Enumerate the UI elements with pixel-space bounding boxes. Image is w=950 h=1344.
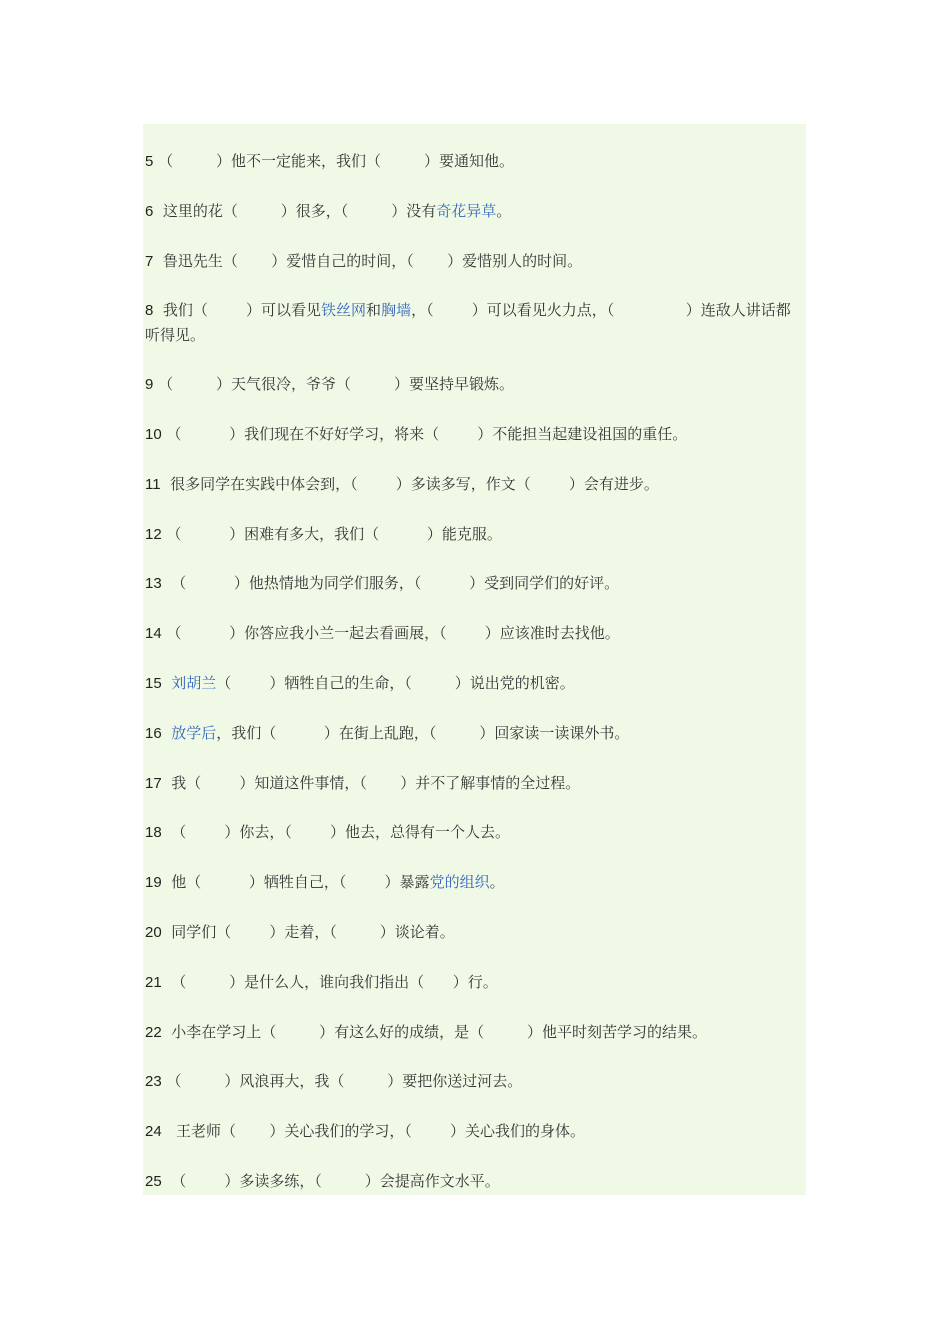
exercise-number: 5 [145,153,154,170]
exercise-text: 小李在学习上（ ）有这么好的成绩，是（ ）他平时刻苦学习的结果。 [161,1022,708,1041]
exercise-text: 。 [489,873,505,892]
exercise-item [145,721,805,746]
exercise-text: （ ）牺牲自己的生命，（ ）说出党的机密。 [216,674,575,692]
exercise-item [145,621,805,646]
exercise-text: （ ）你去，（ ）他去，总得有一个人去。 [161,823,511,842]
exercise-item [145,1069,805,1094]
term-link[interactable]: 放学后 [171,723,217,742]
exercise-item [145,1169,805,1194]
term-link[interactable]: 奇花异草 [436,201,497,220]
exercise-number: 6 [145,202,154,220]
exercise-number: 13 [145,575,162,593]
exercise-item [145,199,805,224]
exercise-number: 18 [145,824,162,842]
exercise-text: （ ）他热情地为同学们服务，（ ）受到同学们的好评。 [161,574,620,593]
exercise-item [145,1020,805,1045]
exercise-number: 11 [145,475,161,493]
exercise-text: 和 [366,301,382,320]
exercise-text: 同学们（ ）走着，（ ）谈论着。 [161,923,455,941]
exercise-item [145,820,805,845]
exercise-number: 24 [145,1123,162,1141]
exercise-item [145,298,805,348]
exercise-item [145,149,805,174]
exercise-number: 16 [145,724,162,742]
exercise-text: （ ）是什么人，谁向我们指出（ ）行。 [161,972,498,991]
exercise-number: 9 [145,376,154,394]
exercise-item [145,771,805,796]
exercise-text [162,674,172,692]
exercise-text: （ ）风浪再大，我（ ）要把你送过河去。 [161,1072,523,1091]
exercise-item [145,422,805,447]
exercise-text: ，我们（ ）在街上乱跑，（ ）回家读一读课外书。 [216,723,630,742]
exercise-number: 21 [145,973,162,991]
exercise-text: 很多同学在实践中体会到，（ ）多读多写，作文（ ）会有进步。 [160,474,659,493]
exercise-number: 25 [145,1173,162,1190]
exercise-text: ，（ ）可以看见火力点，（ ）连敌人讲话都听得见。 [145,301,791,345]
exercise-text: （ ）他不一定能来，我们（ ）要通知他。 [153,152,514,170]
exercise-item [145,970,805,995]
exercise-text: 鲁迅先生（ ）爱惜自己的时间，（ ）爱惜别人的时间。 [153,251,583,270]
exercise-number: 23 [145,1073,162,1091]
exercise-text: （ ）多读多练，（ ）会提高作文水平。 [161,1172,500,1190]
exercise-number: 8 [145,302,154,320]
term-link[interactable]: 党的组织 [429,873,490,892]
exercise-item [145,249,805,274]
exercise-text: 这里的花（ ）很多，（ ）没有 [153,201,437,220]
exercise-number: 14 [145,625,162,643]
exercise-item [145,522,805,547]
exercise-text [162,724,172,742]
exercise-text: 。 [496,201,512,220]
exercise-number: 17 [145,774,162,792]
exercise-text: 王老师（ ）关心我们的学习，（ ）关心我们的身体。 [161,1122,586,1141]
exercise-number: 22 [145,1023,162,1041]
exercise-number: 19 [145,874,162,892]
exercise-number: 12 [145,525,162,543]
exercise-text: （ ）困难有多大，我们（ ）能克服。 [161,524,502,543]
exercise-text: （ ）天气很冷，爷爷（ ）要坚持早锻炼。 [153,375,514,394]
exercise-text: 我们（ ）可以看见 [153,301,322,320]
exercise-item [145,372,805,397]
exercise-item [145,920,805,945]
exercise-number: 10 [145,426,162,443]
exercise-item [145,870,805,895]
exercise-text: 他（ ）牺牲自己，（ ）暴露 [161,873,430,892]
exercise-item [145,472,805,497]
exercise-text: （ ）我们现在不好好学习，将来（ ）不能担当起建设祖国的重任。 [161,425,688,443]
exercise-text: 我（ ）知道这件事情，（ ）并不了解事情的全过程。 [161,773,581,792]
exercise-item [145,671,805,696]
exercise-number: 7 [145,252,154,270]
term-link[interactable]: 铁丝网 [321,301,367,320]
exercise-number: 20 [145,924,162,941]
term-link[interactable]: 刘胡兰 [171,674,217,692]
term-link[interactable]: 胸墙 [381,301,412,320]
exercise-number: 15 [145,675,162,692]
exercise-text: （ ）你答应我小兰一起去看画展，（ ）应该准时去找他。 [161,624,620,643]
exercise-item [145,571,805,596]
exercise-item [145,1119,805,1144]
